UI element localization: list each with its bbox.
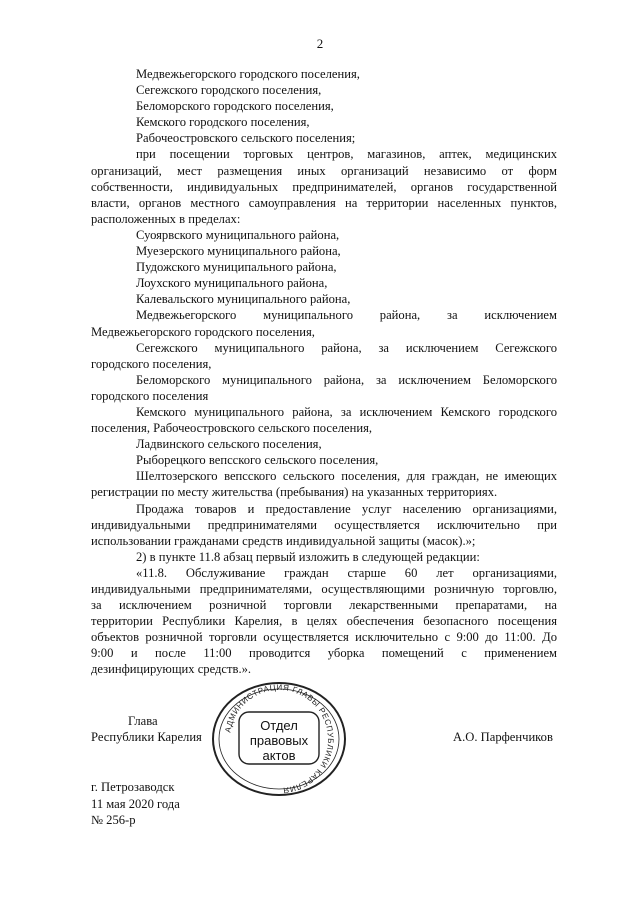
text-line: Медвежьегорского муниципального района, за исключением <box>136 308 557 323</box>
signature-title-line2: Республики Карелия <box>91 730 202 744</box>
stamp-line3: актов <box>262 748 296 763</box>
text-line: индивидуальными предпринимателями, осуществляющими розничную торговлю, <box>91 582 557 596</box>
document-footer <box>91 779 180 829</box>
text-line: Суоярвского муниципального района, <box>136 227 340 242</box>
signature-title-line1: Глава <box>128 714 158 728</box>
text-line: при посещении торговых центров, магазинов, аптек, медицинских <box>136 147 557 162</box>
text-line: объектов розничной торговли осуществляется исключительно с 9:00 до 11:00. До <box>91 630 557 645</box>
text-line: городского поселения, <box>91 356 212 371</box>
text-line: 9:00 и после 11:00 проводится уборка помещений с применением <box>91 646 557 661</box>
text-line: индивидуальными предпринимателями осуществляется исключительно при <box>91 517 557 532</box>
text-line: организаций, мест размещения иных организаций независимо от форм <box>91 163 557 178</box>
text-line: Муезерского муниципального района, <box>136 244 341 259</box>
text-line: власти, органов местного самоуправления на территории населенных пунктов, <box>91 195 557 210</box>
text-line: Медвежьегорского городского поселения, <box>91 324 315 339</box>
document-number: № 256-р <box>91 813 136 828</box>
stamp-ring-text: АДМИНИСТРАЦИЯ ГЛАВЫ РЕСПУБЛИКИ КАРЕЛИЯ <box>223 682 336 795</box>
text-line: расположенных в пределах: <box>91 211 241 226</box>
text-line: 2) в пункте 11.8 абзац первый изложить в следующей редакции: <box>136 549 480 564</box>
text-line: Кемского муниципального района, за исключением Кемского городского <box>136 404 557 419</box>
issue-date: 11 мая 2020 года <box>91 796 180 811</box>
text-line: Беломорского городского поселения, <box>136 99 334 114</box>
text-line: регистрации по месту жительства (пребывания) на указанных территориях. <box>91 485 498 500</box>
stamp-line2: правовых <box>249 733 309 748</box>
text-line: Пудожского муниципального района, <box>136 260 337 275</box>
signatory-name: А.О. Парфенчиков <box>453 730 553 744</box>
text-line: Сегежского городского поселения, <box>136 83 322 98</box>
text-line: Калевальского муниципального района, <box>136 292 351 307</box>
text-line: Беломорского муниципального района, за исключением Беломорского <box>136 372 557 387</box>
text-line: поселения, Рабочеостровского сельского поселения, <box>91 421 373 436</box>
text-line: Ладвинского сельского поселения, <box>136 437 322 452</box>
stamp-line1: Отдел <box>260 718 298 733</box>
text-line: территории Республики Карелия, в целях обеспечения безопасного посещения <box>91 614 557 629</box>
text-line: Рабочеостровского сельского поселения; <box>136 131 356 146</box>
text-line: дезинфицирующих средств.». <box>91 662 252 677</box>
document-body <box>91 66 557 678</box>
issue-city: г. Петрозаводск <box>91 780 175 794</box>
text-line: собственности, индивидуальных предпринимателей, органов государственной <box>91 179 557 194</box>
text-line: Шелтозерского вепсского сельского поселения, для граждан, не имеющих <box>136 469 557 484</box>
text-line: Рыборецкого вепсского сельского поселения, <box>136 453 379 468</box>
text-line: Продажа товаров и предоставление услуг населению организациями, <box>136 501 557 516</box>
page-number: 2 <box>316 36 324 51</box>
text-line: за исключением розничной торговли лекарственными препаратами, на <box>91 598 557 613</box>
text-line: Медвежьегорского городского поселения, <box>136 67 360 81</box>
text-line: Лоухского муниципального района, <box>136 276 328 291</box>
text-line: Кемского городского поселения, <box>136 115 310 130</box>
official-stamp <box>210 680 348 798</box>
text-line: использовании гражданами средств индивидуальной защиты (масок).»; <box>91 533 476 548</box>
text-line: «11.8. Обслуживание граждан старше 60 лет организациями, <box>136 565 557 580</box>
text-line: Сегежского муниципального района, за исключением Сегежского <box>136 340 557 355</box>
text-line: городского поселения <box>91 388 209 403</box>
